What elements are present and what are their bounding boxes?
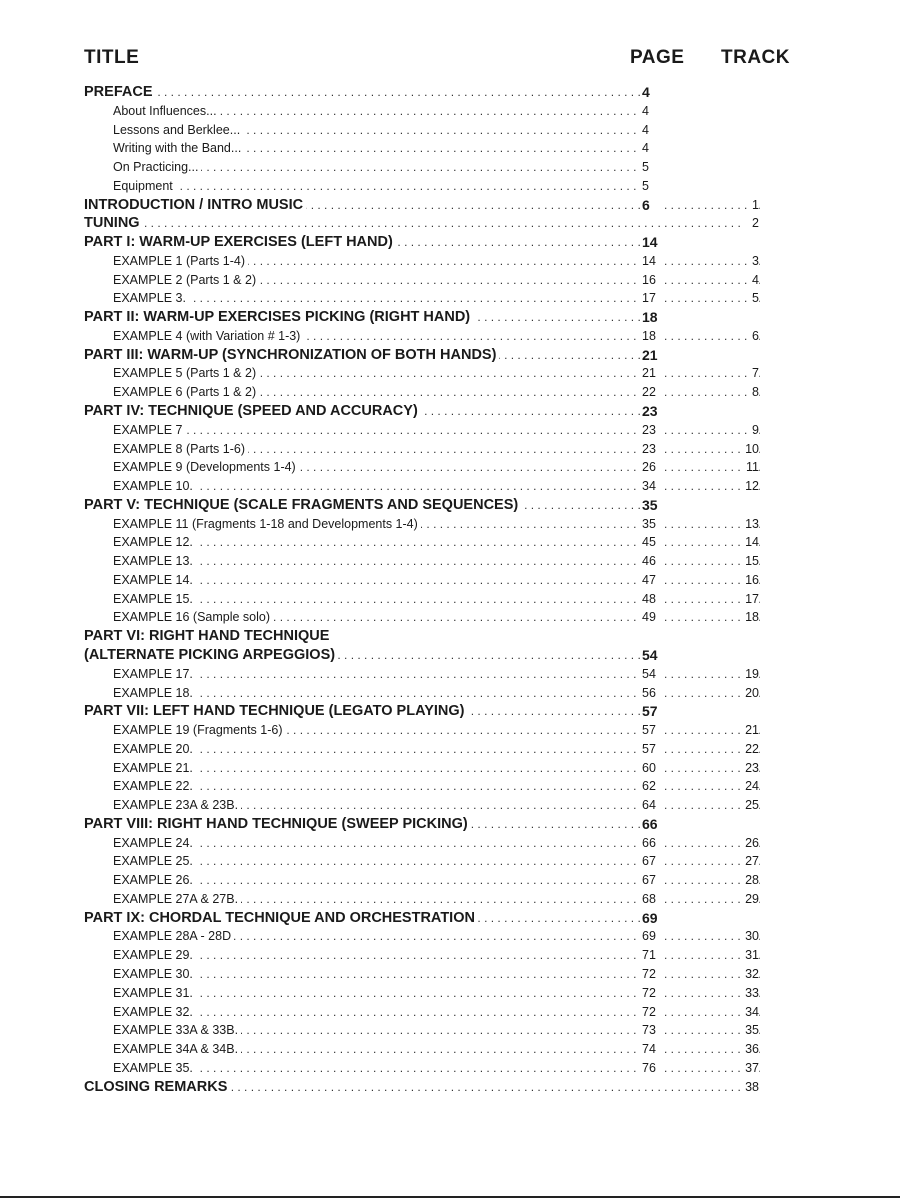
toc-page-number: 35 xyxy=(640,515,658,534)
track-column-header: TRACK xyxy=(721,47,790,68)
toc-entry-title: EXAMPLE 27A & 27B. xyxy=(113,892,241,906)
toc-entry-row xyxy=(0,777,900,796)
toc-track-number: 35 xyxy=(743,1021,759,1040)
toc-entry-title: EXAMPLE 19 (Fragments 1-6) xyxy=(113,723,286,737)
toc-section-row xyxy=(0,233,900,252)
toc-page-number: 76 xyxy=(640,1059,658,1078)
toc-entry-row xyxy=(0,383,900,402)
toc-entry-title: EXAMPLE 20. xyxy=(113,742,196,756)
toc-page-number: 4 xyxy=(640,121,651,140)
track-dot-leader xyxy=(664,327,760,346)
toc-track-number: 2 xyxy=(750,214,759,233)
toc-page-number: 23 xyxy=(640,440,658,459)
toc-page-number: 72 xyxy=(640,965,658,984)
toc-track-number: 3 xyxy=(750,252,759,271)
toc-entry-title: EXAMPLE 2 (Parts 1 & 2) xyxy=(113,273,259,287)
toc-entry-row xyxy=(0,684,900,703)
toc-track-number: 6 xyxy=(750,327,759,346)
toc-page-number: 67 xyxy=(640,871,658,890)
toc-track-number: 16 xyxy=(743,571,759,590)
toc-track-number: 26 xyxy=(743,834,759,853)
toc-entry-row xyxy=(0,121,900,140)
toc-entry-row xyxy=(0,796,900,815)
toc-entry-title: PART IX: CHORDAL TECHNIQUE AND ORCHESTRATION xyxy=(84,910,478,926)
toc-entry-title: EXAMPLE 16 (Sample solo) xyxy=(113,610,273,624)
toc-track-number: 7 xyxy=(750,364,759,383)
toc-page-number: 34 xyxy=(640,477,658,496)
toc-page-number: 47 xyxy=(640,571,658,590)
toc-page-number: 4 xyxy=(640,102,651,121)
toc-entry-row xyxy=(0,984,900,1003)
toc-page-number: 66 xyxy=(642,815,658,832)
toc-entry-row xyxy=(0,515,900,534)
toc-entry-title: PART VII: LEFT HAND TECHNIQUE (LEGATO PLAYING) xyxy=(84,703,468,719)
toc-page-number: 54 xyxy=(642,646,658,663)
toc-entry-row xyxy=(0,946,900,965)
toc-page-number: 23 xyxy=(642,403,658,420)
toc-track-number: 5 xyxy=(750,289,759,308)
toc-entry-row xyxy=(0,533,900,552)
toc-track-number: 20 xyxy=(743,684,759,703)
toc-page-number: 18 xyxy=(640,327,658,346)
track-dot-leader xyxy=(664,364,760,383)
toc-entry-title: EXAMPLE 13. xyxy=(113,554,196,568)
toc-entry-row xyxy=(0,1059,900,1078)
toc-entry-row xyxy=(0,421,900,440)
toc-entry-row xyxy=(0,327,900,346)
toc-section-row xyxy=(0,214,900,233)
toc-page-number: 45 xyxy=(640,533,658,552)
toc-entry-title: (ALTERNATE PICKING ARPEGGIOS) xyxy=(84,647,338,663)
toc-entry-title: PART V: TECHNIQUE (SCALE FRAGMENTS AND SEQUENCES) xyxy=(84,497,521,513)
toc-page-number: 16 xyxy=(640,271,658,290)
toc-entry-row xyxy=(0,252,900,271)
toc-track-number: 32 xyxy=(743,965,759,984)
toc-entry-row xyxy=(0,364,900,383)
toc-entry-row xyxy=(0,1021,900,1040)
toc-entry-row xyxy=(0,102,900,121)
toc-page-number: 26 xyxy=(640,458,658,477)
toc-entry-row xyxy=(0,721,900,740)
toc-entry-row xyxy=(0,834,900,853)
toc-entry-title: PART VIII: RIGHT HAND TECHNIQUE (SWEEP PICKING) xyxy=(84,816,471,832)
toc-section-row xyxy=(0,627,900,646)
toc-page-number: 14 xyxy=(640,252,658,271)
toc-track-number: 36 xyxy=(743,1040,759,1059)
toc-page-number: 57 xyxy=(642,703,658,720)
toc-entry-title: EXAMPLE 31. xyxy=(113,986,196,1000)
toc-entry-title: Equipment xyxy=(113,179,176,193)
toc-entry-title: PART VI: RIGHT HAND TECHNIQUE xyxy=(84,628,332,644)
toc-entry-title: About Influences... xyxy=(113,104,220,118)
toc-page-number: 35 xyxy=(642,496,658,513)
toc-entry-title: EXAMPLE 4 (with Variation # 1-3) xyxy=(113,329,303,343)
toc-entry-title: EXAMPLE 11 (Fragments 1-18 and Developments 1-4) xyxy=(113,517,421,531)
toc-entry-title: EXAMPLE 29. xyxy=(113,948,196,962)
toc-entry-title: EXAMPLE 34A & 34B. xyxy=(113,1042,241,1056)
toc-entry-title: EXAMPLE 35. xyxy=(113,1061,196,1075)
toc-entry-title: EXAMPLE 9 (Developments 1-4) xyxy=(113,460,299,474)
toc-entry-row xyxy=(0,608,900,627)
toc-track-number: 30 xyxy=(743,927,759,946)
toc-page-number: 74 xyxy=(640,1040,658,1059)
toc-page-number: 49 xyxy=(640,608,658,627)
toc-track-number: 14 xyxy=(743,533,759,552)
toc-entry-title: EXAMPLE 25. xyxy=(113,854,196,868)
toc-entry-title: PART I: WARM-UP EXERCISES (LEFT HAND) xyxy=(84,234,396,250)
toc-page-number: 72 xyxy=(640,1003,658,1022)
toc-entry-title: EXAMPLE 3. xyxy=(113,291,189,305)
toc-track-number: 38 xyxy=(743,1078,759,1097)
toc-page-number: 22 xyxy=(640,383,658,402)
toc-section-row xyxy=(0,815,900,834)
toc-section-row xyxy=(0,909,900,928)
toc-track-number: 29 xyxy=(743,890,759,909)
toc-page-number: 68 xyxy=(640,890,658,909)
toc-section-row xyxy=(0,402,900,421)
toc-entry-row xyxy=(0,289,900,308)
toc-page-number: 18 xyxy=(642,309,658,326)
toc-page-number: 14 xyxy=(642,234,658,251)
toc-entry-row xyxy=(0,552,900,571)
toc-entry-row xyxy=(0,271,900,290)
toc-entry-title: EXAMPLE 28A - 28D xyxy=(113,929,234,943)
toc-entry-row xyxy=(0,890,900,909)
toc-page-number: 67 xyxy=(640,852,658,871)
toc-track-number: 22 xyxy=(743,740,759,759)
toc-entry-row xyxy=(0,139,900,158)
toc-entry-row xyxy=(0,571,900,590)
toc-track-number: 25 xyxy=(743,796,759,815)
toc-entry-title: EXAMPLE 1 (Parts 1-4) xyxy=(113,254,248,268)
toc-entry-title: EXAMPLE 18. xyxy=(113,686,196,700)
toc-section-row xyxy=(0,496,900,515)
toc-entry-title: PREFACE xyxy=(84,84,156,100)
toc-entry-row xyxy=(0,665,900,684)
toc-section-row xyxy=(0,1078,900,1097)
toc-entry-row xyxy=(0,590,900,609)
toc-page-number: 4 xyxy=(640,139,651,158)
toc-track-number: 24 xyxy=(743,777,759,796)
toc-track-number: 15 xyxy=(743,552,759,571)
toc-section-row xyxy=(0,83,900,102)
toc-entry-title: EXAMPLE 5 (Parts 1 & 2) xyxy=(113,366,259,380)
toc-entry-title: EXAMPLE 12. xyxy=(113,535,196,549)
toc-entry-row xyxy=(0,852,900,871)
toc-entry-title: Lessons and Berklee... xyxy=(113,123,243,137)
toc-track-number: 34 xyxy=(743,1003,759,1022)
toc-page-number: 66 xyxy=(640,834,658,853)
toc-page-number: 60 xyxy=(640,759,658,778)
toc-track-number: 17 xyxy=(743,590,759,609)
toc-entry-title: EXAMPLE 33A & 33B. xyxy=(113,1023,241,1037)
toc-entry-row xyxy=(0,458,900,477)
toc-track-number: 11 xyxy=(744,458,759,477)
toc-entry-row xyxy=(0,927,900,946)
toc-section-row xyxy=(0,196,900,215)
toc-entry-title: EXAMPLE 26. xyxy=(113,873,196,887)
toc-track-number: 12 xyxy=(743,477,759,496)
toc-entry-title: EXAMPLE 23A & 23B. xyxy=(113,798,241,812)
toc-entry-row xyxy=(0,871,900,890)
toc-page-number: 62 xyxy=(640,777,658,796)
toc-page-number: 23 xyxy=(640,421,658,440)
toc-page-number: 48 xyxy=(640,590,658,609)
toc-page-number: 57 xyxy=(640,740,658,759)
toc-entry-title: Writing with the Band... xyxy=(113,141,244,155)
toc-page-number: 5 xyxy=(640,177,651,196)
toc-entry-title: EXAMPLE 10. xyxy=(113,479,196,493)
page-column-header: PAGE xyxy=(630,47,685,68)
toc-page-number: 4 xyxy=(642,84,650,100)
toc-page-number: 17 xyxy=(640,289,658,308)
toc-entry-row xyxy=(0,158,900,177)
toc-entry-title: EXAMPLE 15. xyxy=(113,592,196,606)
toc-page-number: 73 xyxy=(640,1021,658,1040)
toc-entry-row xyxy=(0,440,900,459)
toc-section-row xyxy=(0,702,900,721)
toc-track-number: 28 xyxy=(743,871,759,890)
toc-entry-row xyxy=(0,477,900,496)
toc-track-number: 21 xyxy=(743,721,759,740)
toc-page-number: 54 xyxy=(640,665,658,684)
toc-entry-row xyxy=(0,759,900,778)
track-dot-leader xyxy=(664,383,760,402)
toc-entry-title: TUNING xyxy=(84,215,143,231)
toc-page-number: 69 xyxy=(640,927,658,946)
toc-track-number: 1 xyxy=(750,196,759,215)
toc-section-row xyxy=(0,646,900,665)
table-of-contents xyxy=(0,83,900,1096)
toc-entry-row xyxy=(0,965,900,984)
toc-entry-row xyxy=(0,1040,900,1059)
toc-page-number: 21 xyxy=(642,346,658,363)
toc-entry-title: CLOSING REMARKS xyxy=(84,1079,230,1095)
track-dot-leader xyxy=(664,421,760,440)
page-bottom-rule xyxy=(0,1196,900,1198)
toc-entry-title: EXAMPLE 14. xyxy=(113,573,196,587)
title-column-header: TITLE xyxy=(84,47,140,68)
toc-page-number: 21 xyxy=(640,364,658,383)
toc-section-row xyxy=(0,346,900,365)
track-dot-leader xyxy=(664,196,760,215)
toc-page-number: 64 xyxy=(640,796,658,815)
toc-entry-title: INTRODUCTION / INTRO MUSIC xyxy=(84,197,306,213)
toc-track-number: 4 xyxy=(750,271,759,290)
toc-track-number: 9 xyxy=(750,421,759,440)
toc-entry-title: EXAMPLE 17. xyxy=(113,667,196,681)
toc-page-number: 72 xyxy=(640,984,658,1003)
toc-track-number: 18 xyxy=(743,608,759,627)
toc-entry-title: EXAMPLE 32. xyxy=(113,1005,196,1019)
toc-entry-title: PART III: WARM-UP (SYNCHRONIZATION OF BOTH HANDS) xyxy=(84,347,499,363)
toc-track-number: 37 xyxy=(743,1059,759,1078)
toc-entry-row xyxy=(0,1003,900,1022)
toc-page-number: 56 xyxy=(640,684,658,703)
toc-track-number: 31 xyxy=(743,946,759,965)
toc-page-number: 71 xyxy=(640,946,658,965)
toc-entry-title: EXAMPLE 6 (Parts 1 & 2) xyxy=(113,385,259,399)
toc-track-number: 8 xyxy=(750,383,759,402)
toc-track-number: 33 xyxy=(743,984,759,1003)
toc-entry-title: PART IV: TECHNIQUE (SPEED AND ACCURACY) xyxy=(84,403,421,419)
toc-entry-title: EXAMPLE 7 xyxy=(113,423,185,437)
toc-page-number: 69 xyxy=(642,909,658,926)
track-dot-leader xyxy=(664,289,760,308)
toc-entry-title: EXAMPLE 21. xyxy=(113,761,196,775)
toc-entry-title: EXAMPLE 30. xyxy=(113,967,196,981)
track-dot-leader xyxy=(664,271,760,290)
toc-entry-title: PART II: WARM-UP EXERCISES PICKING (RIGHT HAND) xyxy=(84,309,473,325)
toc-page-number: 46 xyxy=(640,552,658,571)
toc-track-number: 19 xyxy=(743,665,759,684)
toc-entry-title: EXAMPLE 24. xyxy=(113,836,196,850)
track-dot-leader xyxy=(664,252,760,271)
toc-track-number: 13 xyxy=(743,515,759,534)
toc-track-number: 23 xyxy=(743,759,759,778)
toc-page-number: 57 xyxy=(640,721,658,740)
toc-section-row xyxy=(0,308,900,327)
toc-entry-row xyxy=(0,177,900,196)
toc-track-number: 27 xyxy=(743,852,759,871)
toc-entry-title: On Practicing... xyxy=(113,160,201,174)
toc-track-number: 10 xyxy=(743,440,759,459)
toc-entry-title: EXAMPLE 8 (Parts 1-6) xyxy=(113,442,248,456)
toc-entry-row xyxy=(0,740,900,759)
toc-page-number: 5 xyxy=(640,158,651,177)
toc-page-number: 6 xyxy=(642,196,650,213)
toc-entry-title: EXAMPLE 22. xyxy=(113,779,196,793)
